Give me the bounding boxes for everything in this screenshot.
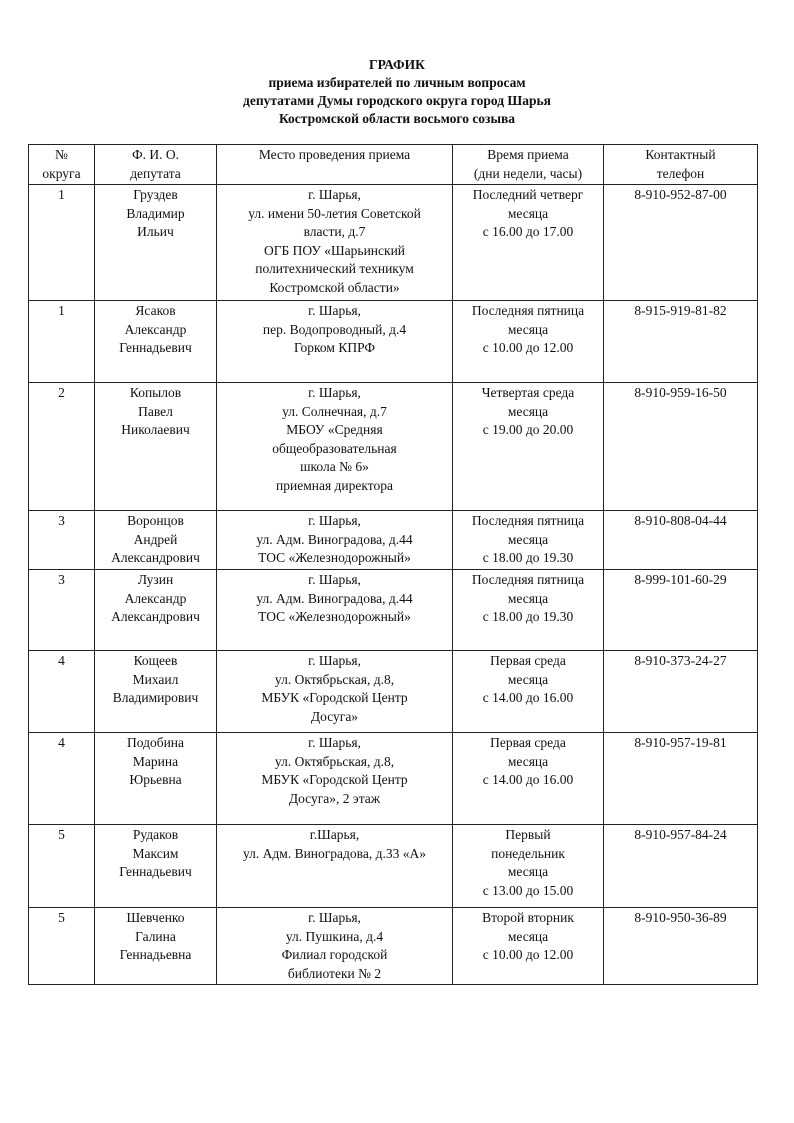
name-line: Рудаков: [132, 827, 179, 842]
cell-district: 3: [29, 511, 95, 570]
place-line: ОГБ ПОУ «Шарьинский: [263, 242, 406, 258]
cell-phone: 8-910-959-16-50: [604, 383, 758, 511]
cell-time: [453, 383, 604, 511]
table-row: [29, 570, 758, 651]
cell-place: [217, 511, 453, 570]
place-line: пер. Водопроводный, д.4: [262, 321, 407, 337]
table-row: [29, 511, 758, 570]
place-line: ул. Адм. Виноградова, д.44: [256, 590, 413, 606]
cell-time: [453, 825, 604, 908]
cell-time: [453, 733, 604, 825]
name-line: Александрович: [111, 550, 200, 565]
name-line: Геннадьевич: [119, 340, 192, 355]
time-line: Последняя пятница: [471, 572, 585, 587]
cell-district: 5: [29, 825, 95, 908]
header-place-line: Место проведения приема: [258, 147, 411, 162]
place-line: ул. имени 50-летия Советской: [248, 205, 421, 221]
header-district-line: №: [55, 147, 68, 162]
name-line: Андрей: [133, 531, 178, 547]
table-row: [29, 383, 758, 511]
header-time-line: Время приема: [487, 147, 569, 162]
table-row: [29, 733, 758, 825]
time-line: месяца: [507, 531, 549, 547]
time-line: с 10.00 до 12.00: [482, 947, 574, 962]
cell-time: [453, 908, 604, 985]
time-line: месяца: [507, 590, 549, 606]
name-line: Владимир: [126, 205, 185, 221]
name-line: Марина: [132, 753, 179, 769]
cell-place: [217, 651, 453, 733]
place-line: г. Шарья,: [308, 653, 361, 668]
place-line: г. Шарья,: [308, 187, 361, 202]
place-line: Горком КПРФ: [293, 340, 376, 355]
place-line: ТОС «Железнодорожный»: [258, 609, 411, 624]
cell-district: 2: [29, 383, 95, 511]
time-line: Первый: [505, 827, 551, 842]
table-header-row: [29, 145, 758, 185]
place-line: общеобразовательная: [272, 440, 397, 456]
time-line: с 18.00 до 19.30: [482, 609, 574, 624]
place-line: г. Шарья,: [308, 513, 361, 528]
cell-time: [453, 301, 604, 383]
header-phone: [604, 145, 758, 185]
time-line: Первая среда: [490, 653, 566, 668]
name-line: Геннадьевна: [119, 947, 192, 962]
time-line: Четвертая среда: [481, 385, 575, 400]
cell-place: [217, 733, 453, 825]
place-line: г. Шарья,: [308, 303, 361, 318]
name-line: Михаил: [132, 671, 179, 687]
cell-name: [95, 301, 217, 383]
place-line: Филиал городской: [281, 947, 388, 962]
place-line: ул. Солнечная, д.7: [282, 403, 387, 419]
cell-district: 1: [29, 301, 95, 383]
place-line: г. Шарья,: [308, 385, 361, 400]
place-line: МБУК «Городской Центр: [261, 690, 408, 705]
name-line: Александрович: [111, 609, 200, 624]
name-line: Александр: [124, 590, 187, 606]
name-line: Ильич: [137, 224, 174, 239]
time-line: Первая среда: [490, 735, 566, 750]
cell-time: [453, 511, 604, 570]
place-line: МБОУ «Средняя: [286, 422, 383, 437]
time-line: понедельник: [491, 845, 565, 861]
time-line: с 16.00 до 17.00: [482, 224, 574, 239]
header-name-line: Ф. И. О.: [131, 147, 180, 162]
cell-place: [217, 383, 453, 511]
cell-place: [217, 301, 453, 383]
cell-name: [95, 511, 217, 570]
cell-phone: 8-915-919-81-82: [604, 301, 758, 383]
cell-name: [95, 383, 217, 511]
name-line: Воронцов: [127, 513, 184, 528]
cell-phone: 8-910-957-19-81: [604, 733, 758, 825]
header-time-line: (дни недели, часы): [473, 165, 583, 181]
place-line: библиотеки № 2: [287, 965, 382, 981]
cell-name: [95, 825, 217, 908]
name-line: Копылов: [129, 385, 182, 400]
name-line: Груздев: [133, 187, 178, 202]
place-line: ул. Октябрьская, д.8,: [274, 753, 395, 769]
cell-place: [217, 570, 453, 651]
name-line: Владимирович: [112, 690, 199, 705]
name-line: Павел: [138, 403, 173, 419]
cell-district: 1: [29, 185, 95, 301]
schedule-table: [28, 144, 758, 985]
table-row: [29, 651, 758, 733]
title-line-3: депутатами Думы городского округа город Шарья: [243, 93, 551, 108]
place-line: приемная директора: [276, 477, 393, 493]
name-line: Подобина: [126, 735, 185, 750]
name-line: Максим: [132, 845, 179, 861]
place-line: ул. Адм. Виноградова, д.33 «А»: [243, 845, 426, 861]
cell-time: [453, 185, 604, 301]
document-title: [0, 56, 794, 128]
place-line: Досуга», 2 этаж: [288, 790, 381, 806]
place-line: г. Шарья,: [308, 572, 361, 587]
cell-name: [95, 733, 217, 825]
cell-name: [95, 185, 217, 301]
cell-phone: 8-910-808-04-44: [604, 511, 758, 570]
cell-district: 3: [29, 570, 95, 651]
cell-phone: 8-910-957-84-24: [604, 825, 758, 908]
place-line: Досуга»: [310, 708, 359, 724]
header-place: [217, 145, 453, 185]
place-line: МБУК «Городской Центр: [261, 772, 408, 787]
table-row: [29, 185, 758, 301]
time-line: с 14.00 до 16.00: [482, 690, 574, 705]
cell-phone: 8-999-101-60-29: [604, 570, 758, 651]
time-line: месяца: [507, 321, 549, 337]
time-line: Последняя пятница: [471, 303, 585, 318]
time-line: с 19.00 до 20.00: [482, 422, 574, 437]
cell-name: [95, 570, 217, 651]
header-name-line: депутата: [130, 165, 181, 181]
place-line: г. Шарья,: [308, 735, 361, 750]
place-line: г. Шарья,: [308, 910, 361, 925]
time-line: Второй вторник: [482, 910, 574, 925]
place-line: власти, д.7: [303, 224, 366, 239]
place-line: политехнический техникум: [255, 261, 414, 276]
place-line: Костромской области»: [269, 279, 400, 295]
time-line: месяца: [507, 864, 549, 879]
header-district-line: округа: [42, 165, 81, 181]
name-line: Лузин: [137, 572, 174, 587]
name-line: Ясаков: [135, 303, 176, 318]
header-name: [95, 145, 217, 185]
cell-time: [453, 570, 604, 651]
header-phone-line: Контактный: [645, 147, 716, 162]
name-line: Шевченко: [126, 910, 185, 925]
place-line: школа № 6»: [300, 459, 369, 474]
place-line: ул. Октябрьская, д.8,: [274, 671, 395, 687]
cell-district: 4: [29, 733, 95, 825]
cell-phone: 8-910-373-24-27: [604, 651, 758, 733]
time-line: месяца: [507, 671, 549, 687]
place-line: ул. Пушкина, д.4: [285, 928, 384, 944]
time-line: с 13.00 до 15.00: [482, 882, 574, 898]
time-line: с 10.00 до 12.00: [482, 340, 574, 355]
time-line: месяца: [507, 403, 549, 419]
table-row: [29, 825, 758, 908]
title-line-2: приема избирателей по личным вопросам: [268, 75, 526, 90]
name-line: Кощеев: [133, 653, 178, 668]
name-line: Николаевич: [121, 422, 190, 437]
table-row: [29, 301, 758, 383]
cell-district: 5: [29, 908, 95, 985]
header-district: [29, 145, 95, 185]
cell-district: 4: [29, 651, 95, 733]
header-time: [453, 145, 604, 185]
place-line: ТОС «Железнодорожный»: [258, 550, 411, 565]
cell-phone: 8-910-952-87-00: [604, 185, 758, 301]
cell-place: [217, 908, 453, 985]
cell-name: [95, 651, 217, 733]
header-phone-line: телефон: [656, 165, 705, 181]
cell-place: [217, 825, 453, 908]
time-line: Последняя пятница: [471, 513, 585, 528]
name-line: Юрьевна: [129, 772, 182, 787]
time-line: месяца: [507, 205, 549, 221]
time-line: месяца: [507, 928, 549, 944]
time-line: Последний четверг: [472, 187, 584, 202]
name-line: Геннадьевич: [119, 864, 192, 879]
name-line: Галина: [135, 928, 176, 944]
title-line-4: Костромской области восьмого созыва: [278, 111, 516, 126]
place-line: г.Шарья,: [309, 827, 360, 842]
table-row: [29, 908, 758, 985]
table-body: [29, 185, 758, 985]
time-line: с 18.00 до 19.30: [482, 550, 574, 565]
time-line: месяца: [507, 753, 549, 769]
time-line: с 14.00 до 16.00: [482, 772, 574, 787]
title-line-1: ГРАФИК: [369, 57, 425, 72]
cell-time: [453, 651, 604, 733]
name-line: Александр: [124, 321, 187, 337]
cell-phone: 8-910-950-36-89: [604, 908, 758, 985]
place-line: ул. Адм. Виноградова, д.44: [256, 531, 413, 547]
cell-place: [217, 185, 453, 301]
cell-name: [95, 908, 217, 985]
